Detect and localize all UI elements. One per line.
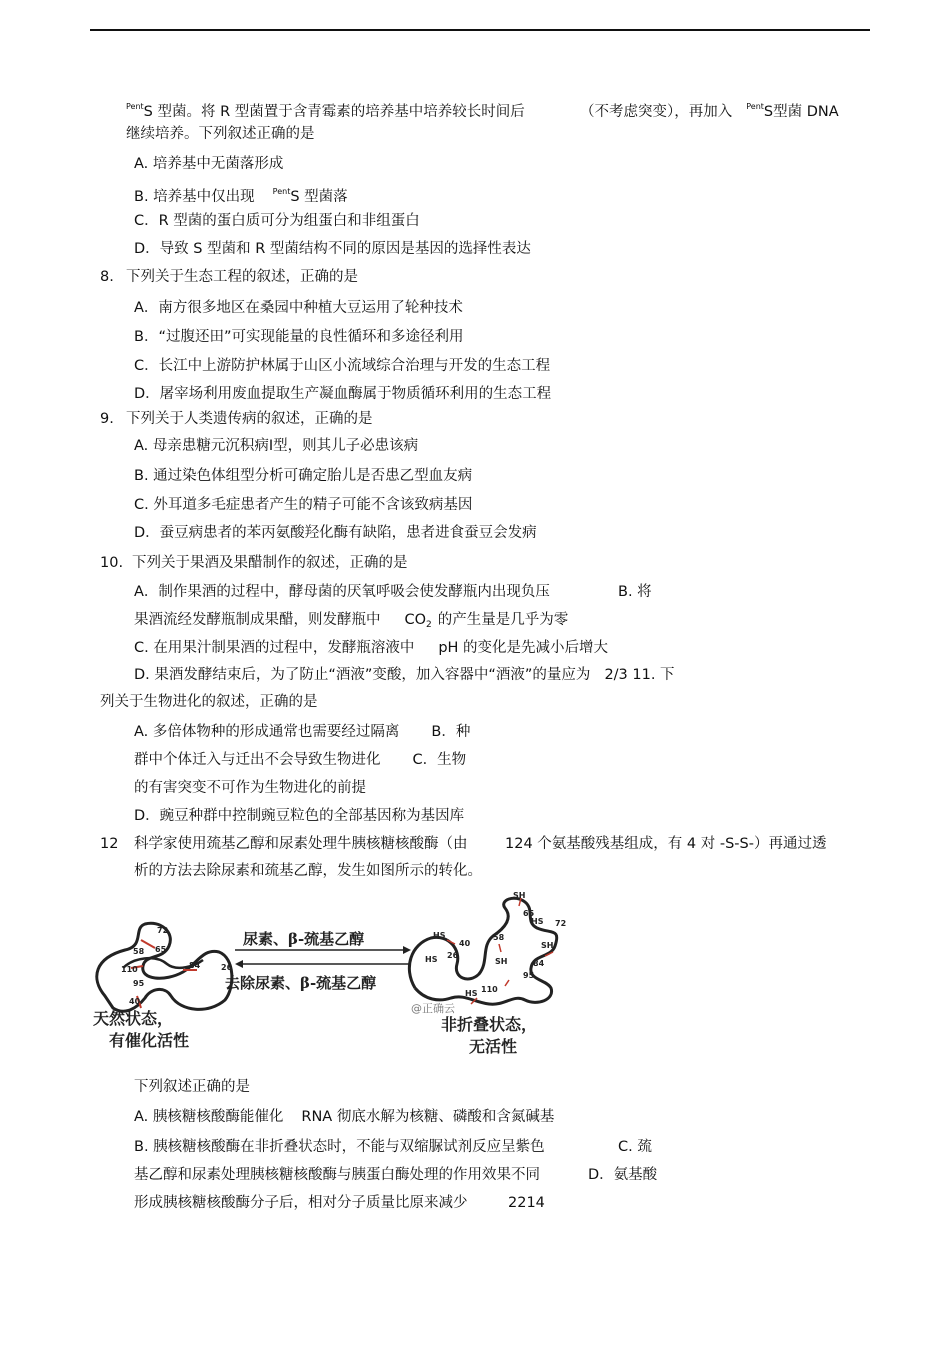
q10-option-b-text-2: 的产生量是几乎为零 bbox=[437, 612, 569, 628]
q7-line1-text-b: （不考虑突变），再加入 bbox=[580, 104, 733, 120]
q9-option-a: A. 母亲患糖元沉积病Ⅰ型，则其儿子必患该病 bbox=[134, 438, 419, 454]
residue-label: 26 bbox=[221, 963, 233, 972]
q7-line1-text-c: S型菌 DNA bbox=[763, 104, 839, 120]
q12-option-d: 形成胰核糖核酸酶分子后，相对分子质量比原来减少 bbox=[134, 1195, 468, 1211]
q12-option-c-head: C. 巯 bbox=[618, 1139, 652, 1155]
q7-line1 bbox=[126, 97, 525, 122]
arrow-label-top: 尿素、β-巯基乙醇 bbox=[243, 930, 365, 948]
q9-number: 9. bbox=[100, 411, 114, 427]
arrow-label-bottom: 去除尿素、β-巯基乙醇 bbox=[225, 974, 377, 992]
q10-option-c bbox=[134, 638, 608, 658]
superscript: Pent bbox=[746, 102, 764, 111]
q12-option-c: 基乙醇和尿素处理胰核糖核酸酶与胰蛋白酶处理的作用效果不同 bbox=[134, 1167, 540, 1183]
q8-option-a: A．南方很多地区在桑园中种植大豆运用了轮种技术 bbox=[134, 300, 463, 316]
q11-line1 bbox=[134, 722, 470, 742]
superscript: Pent bbox=[126, 102, 144, 111]
residue-label: 65 bbox=[155, 945, 167, 954]
residue-label: 58 bbox=[133, 947, 145, 956]
q9-option-c: C. 外耳道多毛症患者产生的精子可能不含该致病基因 bbox=[134, 497, 473, 513]
q12-option-b: B. 胰核糖核酸酶在非折叠状态时，不能与双缩脲试剂反应呈紫色 bbox=[134, 1139, 545, 1155]
q10-option-b bbox=[134, 610, 568, 635]
residue-label: SH bbox=[513, 891, 526, 900]
q10-option-d-text-2: 2/3 11. 下 bbox=[604, 667, 675, 683]
q7-option-c: C．R 型菌的蛋白质可分为组蛋白和非组蛋白 bbox=[134, 213, 420, 229]
q10-option-b-text: 果酒流经发酵瓶制成果醋，则发酵瓶中 bbox=[134, 612, 381, 628]
q11-line2 bbox=[134, 750, 466, 770]
q7-option-b bbox=[134, 182, 348, 207]
q8-option-d: D．屠宰场利用废血提取生产凝血酶属于物质循环利用的生态工程 bbox=[134, 386, 552, 402]
q7-line2: 继续培养。下列叙述正确的是 bbox=[126, 126, 315, 142]
q9-option-b: B. 通过染色体组型分析可确定胎儿是否患乙型血友病 bbox=[134, 468, 473, 484]
residue-label: HS bbox=[425, 955, 438, 964]
residue-label: 110 bbox=[481, 985, 498, 994]
q11-stem: 列关于生物进化的叙述，正确的是 bbox=[100, 694, 318, 710]
q11-option-d: D．豌豆种群中控制豌豆粒色的全部基因称为基因库 bbox=[134, 808, 465, 824]
unfolded-caption-2: 无活性 bbox=[469, 1037, 518, 1056]
residue-label: 110 bbox=[121, 965, 138, 974]
superscript: Pent bbox=[272, 187, 291, 196]
q12-number: 12 bbox=[100, 836, 119, 852]
q8-option-c: C．长江中上游防护林属于山区小流域综合治理与开发的生态工程 bbox=[134, 358, 551, 374]
q10-option-d-text: D. 果酒发酵结束后，为了防止“酒液”变酸，加入容器中“酒液”的量应为 bbox=[134, 667, 591, 683]
q7-option-d: D．导致 S 型菌和 R 型菌结构不同的原因是基因的选择性表达 bbox=[134, 241, 531, 257]
reverse-arrowhead bbox=[235, 960, 243, 968]
q7-line1-text: S 型菌。将 R 型菌置于含青霉素的培养基中培养较长时间后 bbox=[143, 104, 525, 120]
native-caption-1: 天然状态， bbox=[93, 1009, 174, 1028]
q12-sub-stem: 下列叙述正确的是 bbox=[134, 1079, 250, 1095]
residue-label: 95 bbox=[133, 979, 145, 988]
residue-label: HS bbox=[433, 931, 446, 940]
q10-option-c-text: C. 在用果汁制果酒的过程中，发酵瓶溶液中 bbox=[134, 640, 415, 656]
q9-stem: 下列关于人类遗传病的叙述，正确的是 bbox=[126, 411, 373, 427]
residue-label: 72 bbox=[157, 926, 169, 935]
q8-number: 8. bbox=[100, 269, 114, 285]
q11-option-a: A. 多倍体物种的形成通常也需要经过隔离 bbox=[134, 724, 400, 740]
residue-label: SH bbox=[495, 957, 508, 966]
q7-option-a: A. 培养基中无菌落形成 bbox=[134, 156, 284, 172]
q12-option-d-value: 2214 bbox=[508, 1195, 545, 1211]
residue-label: SH bbox=[541, 941, 554, 950]
q10-option-c-text-2: pH 的变化是先减小后增大 bbox=[438, 640, 609, 656]
q12-stem-b: 124 个氨基酸残基组成，有 4 对 -S-S-）再通过透 bbox=[505, 836, 827, 852]
q10-option-a: A．制作果酒的过程中，酵母菌的厌氧呼吸会使发酵瓶内出现负压 bbox=[134, 584, 550, 600]
q8-option-b: B．“过腹还田”可实现能量的良性循环和多途径利用 bbox=[134, 329, 464, 345]
q11-line3: 的有害突变不可作为生物进化的前提 bbox=[134, 780, 366, 796]
q12-option-a bbox=[134, 1107, 554, 1127]
q10-option-d bbox=[134, 665, 675, 685]
watermark: @正确云 bbox=[411, 1002, 455, 1015]
native-chain bbox=[97, 923, 232, 1011]
co2-formula: CO bbox=[404, 612, 427, 628]
q12-option-a-text: A. 胰核糖核酸酶能催化 bbox=[134, 1109, 284, 1125]
residue-label: 65 bbox=[523, 909, 535, 918]
q7-line1-right bbox=[580, 97, 839, 122]
header-rule bbox=[90, 29, 870, 31]
q12-option-a-text-2: RNA 彻底水解为核糖、磷酸和含氮碱基 bbox=[301, 1109, 555, 1125]
residue-label: 72 bbox=[555, 919, 567, 928]
q10-number: 10. bbox=[100, 555, 124, 571]
q8-stem: 下列关于生态工程的叙述，正确的是 bbox=[126, 269, 358, 285]
q10-option-b-head: B. 将 bbox=[618, 584, 652, 600]
forward-arrowhead bbox=[403, 946, 411, 954]
unfolded-caption-1: 非折叠状态， bbox=[441, 1015, 538, 1034]
residue-label: HS bbox=[531, 917, 544, 926]
q12-option-d-head: D．氨基酸 bbox=[588, 1167, 658, 1183]
sh-group bbox=[499, 944, 501, 952]
q7-option-b-text: B. 培养基中仅出现 bbox=[134, 189, 255, 205]
native-caption-2: 有催化活性 bbox=[109, 1031, 190, 1050]
residue-label: 26 bbox=[447, 951, 459, 960]
residue-label: 84 bbox=[189, 961, 201, 970]
q12-stem-a: 科学家使用巯基乙醇和尿素处理牛胰核糖核酸酶（由 bbox=[134, 836, 468, 852]
folding-diagram bbox=[85, 888, 585, 1058]
residue-label: HS bbox=[465, 989, 478, 998]
q11-option-b-head: B．种 bbox=[431, 724, 471, 740]
protein-folding-figure bbox=[85, 888, 585, 1058]
sh-group bbox=[505, 980, 509, 986]
q9-option-d: D．蚕豆病患者的苯丙氨酸羟化酶有缺陷，患者进食蚕豆会发病 bbox=[134, 525, 537, 541]
residue-label: 58 bbox=[493, 933, 505, 942]
q12-stem-c: 析的方法去除尿素和巯基乙醇，发生如图所示的转化。 bbox=[134, 863, 482, 879]
subscript: 2 bbox=[426, 620, 432, 630]
residue-label: 95 bbox=[523, 971, 535, 980]
q11-option-c-head: C．生物 bbox=[412, 752, 467, 768]
q7-option-b-text-2: S 型菌落 bbox=[290, 189, 348, 205]
q11-option-b: 群中个体迁入与迁出不会导致生物进化 bbox=[134, 752, 381, 768]
residue-label: 40 bbox=[459, 939, 471, 948]
q10-stem: 下列关于果酒及果醋制作的叙述，正确的是 bbox=[132, 555, 408, 571]
residue-label: 84 bbox=[533, 959, 545, 968]
residue-label: 40 bbox=[129, 997, 141, 1006]
